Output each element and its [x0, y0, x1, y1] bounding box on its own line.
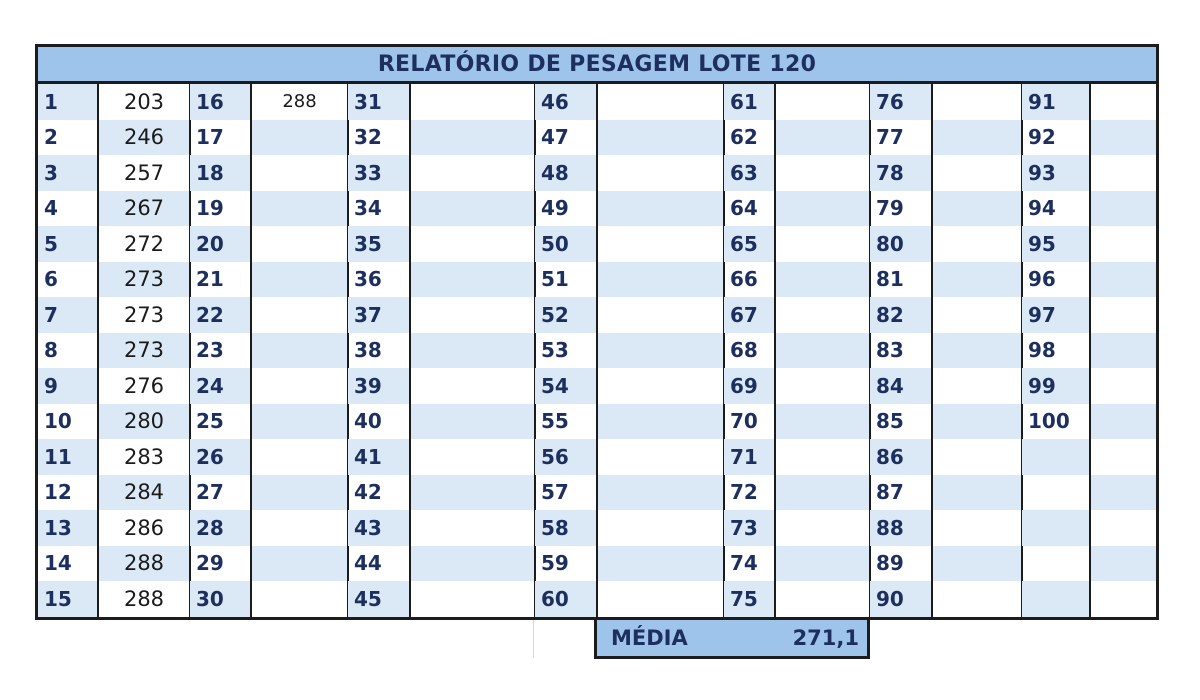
- row-number-cell: 88: [870, 510, 932, 546]
- row-number-cell: 1: [38, 84, 98, 120]
- weight-value-cell[interactable]: [932, 404, 1022, 440]
- row-number-cell: 20: [190, 226, 251, 262]
- row-number-cell: 48: [535, 155, 597, 191]
- row-number-cell: 7: [38, 297, 98, 333]
- weight-value-cell[interactable]: [251, 475, 348, 511]
- row-number-cell: 96: [1028, 267, 1056, 292]
- weight-value-cell[interactable]: [775, 297, 870, 333]
- weight-value-cell[interactable]: [775, 84, 870, 120]
- row-number-cell: 14: [44, 551, 72, 576]
- row-number-cell: 10: [44, 409, 72, 434]
- row-number-cell: 67: [724, 297, 775, 333]
- weight-value-cell[interactable]: [1090, 120, 1156, 156]
- weight-value-cell[interactable]: [597, 191, 724, 227]
- weight-value-cell[interactable]: 276: [123, 373, 165, 398]
- row-number-cell: 15: [38, 581, 98, 617]
- row-number-cell: 42: [354, 480, 382, 505]
- row-number-cell: 31: [348, 84, 410, 120]
- row-number-cell: 91: [1022, 84, 1090, 120]
- row-number-cell: 69: [724, 368, 775, 404]
- row-number-cell: 17: [196, 125, 224, 150]
- row-number-cell: 97: [1022, 297, 1090, 333]
- row-number-cell: 73: [724, 510, 775, 546]
- weight-value-cell[interactable]: [251, 439, 348, 475]
- weight-value-cell[interactable]: [932, 226, 1022, 262]
- weight-value-cell[interactable]: [775, 581, 870, 617]
- weight-value-cell[interactable]: 288: [123, 586, 165, 611]
- row-number-cell: 38: [354, 338, 382, 363]
- weight-value-cell[interactable]: [597, 546, 724, 582]
- row-number-cell: 8: [44, 338, 58, 363]
- weight-value-cell[interactable]: 246: [98, 120, 190, 156]
- row-number-cell: 6: [44, 267, 58, 292]
- weight-value-cell[interactable]: [775, 120, 870, 156]
- row-number-cell: 71: [724, 439, 775, 475]
- row-number-cell: 95: [1022, 226, 1090, 262]
- weight-value-cell[interactable]: [775, 262, 870, 298]
- weight-value-cell[interactable]: [597, 439, 724, 475]
- row-number-cell: 13: [38, 510, 98, 546]
- row-number-cell: 21: [196, 267, 224, 292]
- weight-value-cell[interactable]: [932, 155, 1022, 191]
- weight-value-cell[interactable]: [932, 475, 1022, 511]
- weight-value-cell[interactable]: [251, 510, 348, 546]
- weight-value-cell[interactable]: [1090, 155, 1156, 191]
- weight-value-cell[interactable]: 267: [98, 191, 190, 227]
- weight-value-cell[interactable]: [1090, 191, 1156, 227]
- row-number-cell: 78: [870, 155, 932, 191]
- weight-value-cell[interactable]: [597, 510, 724, 546]
- column-divider: [97, 84, 99, 617]
- weight-value-cell[interactable]: [410, 226, 535, 262]
- weight-value-cell[interactable]: [1090, 297, 1156, 333]
- row-number-cell: 90: [870, 581, 932, 617]
- row-number-cell: 86: [870, 439, 932, 475]
- column-divider: [774, 84, 776, 617]
- row-number-cell: 27: [196, 480, 224, 505]
- row-number-cell: 45: [348, 581, 410, 617]
- row-number-cell: [1022, 475, 1090, 511]
- row-number-cell: 98: [1028, 338, 1056, 363]
- weight-value-cell[interactable]: [251, 191, 348, 227]
- weight-value-cell[interactable]: [932, 297, 1022, 333]
- row-number-cell: 100: [1028, 409, 1070, 434]
- row-number-cell: 74: [730, 551, 758, 576]
- row-number-cell: [1022, 581, 1090, 617]
- weight-value-cell[interactable]: [410, 475, 535, 511]
- weight-value-cell[interactable]: [1090, 226, 1156, 262]
- column-divider: [1089, 84, 1091, 617]
- weight-value-cell[interactable]: [410, 404, 535, 440]
- row-number-cell: 34: [354, 196, 382, 221]
- weight-value-cell[interactable]: [932, 84, 1022, 120]
- row-number-cell: 62: [730, 125, 758, 150]
- weight-value-cell[interactable]: [1090, 546, 1156, 582]
- column-divider: [596, 84, 598, 617]
- row-number-cell: 66: [730, 267, 758, 292]
- weight-value-cell[interactable]: [1090, 333, 1156, 369]
- weight-value-cell[interactable]: [1090, 84, 1156, 120]
- average-label: MÉDIA: [611, 626, 688, 650]
- row-number-cell: 41: [348, 439, 410, 475]
- row-number-cell: 72: [730, 480, 758, 505]
- weight-value-cell[interactable]: [597, 475, 724, 511]
- row-number-cell: 65: [724, 226, 775, 262]
- weight-value-cell[interactable]: [597, 155, 724, 191]
- weight-value-cell[interactable]: [410, 297, 535, 333]
- weight-value-cell[interactable]: [597, 226, 724, 262]
- row-number-cell: 50: [535, 226, 597, 262]
- weight-value-cell[interactable]: [597, 120, 724, 156]
- weight-value-cell[interactable]: [410, 510, 535, 546]
- row-number-cell: 76: [870, 84, 932, 120]
- weight-value-cell[interactable]: [251, 333, 348, 369]
- row-number-cell: 99: [1022, 368, 1090, 404]
- row-number-cell: 60: [535, 581, 597, 617]
- row-number-cell: 39: [348, 368, 410, 404]
- row-number-cell: 68: [730, 338, 758, 363]
- weight-value-cell[interactable]: [251, 226, 348, 262]
- weight-value-cell[interactable]: [932, 546, 1022, 582]
- weight-value-cell[interactable]: [1090, 475, 1156, 511]
- weight-value-cell[interactable]: [410, 120, 535, 156]
- row-number-cell: 79: [876, 196, 904, 221]
- weight-value-cell[interactable]: 273: [98, 262, 190, 298]
- weight-value-cell[interactable]: [1090, 262, 1156, 298]
- weight-value-cell[interactable]: 280: [98, 404, 190, 440]
- row-number-cell: 23: [196, 338, 224, 363]
- weight-value-cell[interactable]: [410, 439, 535, 475]
- row-number-cell: 43: [348, 510, 410, 546]
- weight-value-cell[interactable]: [775, 546, 870, 582]
- weight-value-cell[interactable]: [251, 262, 348, 298]
- row-number-cell: 87: [876, 480, 904, 505]
- row-number-cell: 26: [190, 439, 251, 475]
- row-number-cell: 16: [190, 84, 251, 120]
- row-number-cell: 80: [870, 226, 932, 262]
- weight-value-cell[interactable]: [932, 581, 1022, 617]
- row-number-cell: 84: [870, 368, 932, 404]
- weight-value-cell[interactable]: [251, 155, 348, 191]
- weight-value-cell[interactable]: [597, 333, 724, 369]
- weight-value-cell[interactable]: [1090, 510, 1156, 546]
- sheet-gridline-stub: [533, 620, 534, 658]
- row-number-cell: 37: [348, 297, 410, 333]
- weight-value-cell[interactable]: [410, 333, 535, 369]
- weight-value-cell[interactable]: [775, 439, 870, 475]
- average-box: [594, 620, 870, 659]
- weight-value-cell[interactable]: [775, 368, 870, 404]
- row-number-cell: 61: [724, 84, 775, 120]
- average-value: 271,1: [792, 626, 859, 650]
- weight-value-cell[interactable]: [932, 191, 1022, 227]
- row-number-cell: 89: [876, 551, 904, 576]
- row-number-cell: 49: [541, 196, 569, 221]
- row-number-cell: 46: [535, 84, 597, 120]
- row-number-cell: 64: [730, 196, 758, 221]
- row-number-cell: 12: [44, 480, 72, 505]
- weight-value-cell[interactable]: [251, 297, 348, 333]
- row-number-cell: 92: [1028, 125, 1056, 150]
- weight-value-cell[interactable]: 283: [123, 444, 165, 469]
- row-number-cell: 11: [38, 439, 98, 475]
- row-number-cell: 22: [190, 297, 251, 333]
- weight-value-cell[interactable]: [775, 404, 870, 440]
- weight-value-cell[interactable]: [932, 262, 1022, 298]
- weight-value-cell[interactable]: [1090, 368, 1156, 404]
- weight-value-cell[interactable]: [410, 368, 535, 404]
- row-number-cell: 81: [876, 267, 904, 292]
- row-number-cell: 25: [196, 409, 224, 434]
- weight-value-cell[interactable]: [410, 546, 535, 582]
- weight-value-cell[interactable]: [775, 155, 870, 191]
- row-number-cell: 29: [196, 551, 224, 576]
- row-number-cell: 28: [190, 510, 251, 546]
- row-number-cell: 70: [730, 409, 758, 434]
- row-number-cell: 18: [190, 155, 251, 191]
- weight-value-cell[interactable]: 288: [98, 546, 190, 582]
- weight-value-cell[interactable]: [1090, 581, 1156, 617]
- row-number-cell: 2: [44, 125, 58, 150]
- weight-value-cell[interactable]: [251, 546, 348, 582]
- row-number-cell: 3: [38, 155, 98, 191]
- row-number-cell: 24: [190, 368, 251, 404]
- row-number-cell: 4: [44, 196, 58, 221]
- row-number-cell: 54: [535, 368, 597, 404]
- weight-value-cell[interactable]: [597, 581, 724, 617]
- weight-value-cell[interactable]: [410, 262, 535, 298]
- weight-value-cell[interactable]: 286: [123, 515, 165, 540]
- weight-value-cell[interactable]: [932, 120, 1022, 156]
- weight-value-cell[interactable]: 284: [98, 475, 190, 511]
- weight-value-cell[interactable]: [1090, 404, 1156, 440]
- row-number-cell: 33: [348, 155, 410, 191]
- weight-value-cell[interactable]: 272: [123, 231, 165, 256]
- weight-value-cell[interactable]: [932, 333, 1022, 369]
- row-number-cell: 57: [541, 480, 569, 505]
- row-number-cell: 59: [541, 551, 569, 576]
- weight-value-cell[interactable]: [410, 191, 535, 227]
- row-number-cell: 56: [535, 439, 597, 475]
- column-divider: [250, 84, 252, 617]
- row-number-cell: 85: [876, 409, 904, 434]
- weight-value-cell[interactable]: [597, 297, 724, 333]
- row-number-cell: 52: [535, 297, 597, 333]
- row-number-cell: [1022, 510, 1090, 546]
- column-divider: [931, 84, 933, 617]
- weight-value-cell[interactable]: [775, 226, 870, 262]
- row-number-cell: 63: [724, 155, 775, 191]
- row-number-cell: 9: [38, 368, 98, 404]
- row-number-cell: 32: [354, 125, 382, 150]
- row-number-cell: 58: [535, 510, 597, 546]
- row-number-cell: 40: [354, 409, 382, 434]
- column-divider: [409, 84, 411, 617]
- row-number-cell: 44: [354, 551, 382, 576]
- row-number-cell: [1022, 546, 1090, 582]
- row-number-cell: 51: [541, 267, 569, 292]
- weight-value-cell[interactable]: [597, 262, 724, 298]
- weight-value-cell[interactable]: [597, 368, 724, 404]
- row-number-cell: 82: [870, 297, 932, 333]
- row-number-cell: 53: [541, 338, 569, 363]
- weight-value-cell[interactable]: 203: [123, 89, 165, 114]
- weight-value-cell[interactable]: [251, 581, 348, 617]
- weight-value-cell[interactable]: [775, 333, 870, 369]
- weight-value-cell[interactable]: 273: [98, 333, 190, 369]
- row-number-cell: 36: [354, 267, 382, 292]
- weighing-report-sheet: [35, 44, 1159, 620]
- weight-value-cell[interactable]: 288: [282, 91, 317, 113]
- weight-value-cell[interactable]: [932, 510, 1022, 546]
- row-number-cell: 30: [190, 581, 251, 617]
- row-number-cell: 55: [541, 409, 569, 434]
- row-number-cell: 35: [348, 226, 410, 262]
- row-number-cell: [1022, 439, 1090, 475]
- weight-value-cell[interactable]: [1090, 439, 1156, 475]
- weight-value-cell[interactable]: 273: [123, 302, 165, 327]
- weight-value-cell[interactable]: [932, 368, 1022, 404]
- weight-value-cell[interactable]: [251, 404, 348, 440]
- row-number-cell: 93: [1022, 155, 1090, 191]
- weight-value-cell[interactable]: [410, 581, 535, 617]
- row-number-cell: 5: [38, 226, 98, 262]
- weights-grid: [38, 84, 1156, 617]
- row-number-cell: 77: [876, 125, 904, 150]
- weight-value-cell[interactable]: 257: [123, 160, 165, 185]
- weight-value-cell[interactable]: [932, 439, 1022, 475]
- weight-value-cell[interactable]: [410, 155, 535, 191]
- weight-value-cell[interactable]: [597, 84, 724, 120]
- weight-value-cell[interactable]: [410, 84, 535, 120]
- weight-value-cell[interactable]: [597, 404, 724, 440]
- row-number-cell: 47: [541, 125, 569, 150]
- row-number-cell: 19: [196, 196, 224, 221]
- weight-value-cell[interactable]: [775, 191, 870, 227]
- report-title: RELATÓRIO DE PESAGEM LOTE 120: [38, 47, 1156, 84]
- row-number-cell: 94: [1028, 196, 1056, 221]
- weight-value-cell[interactable]: [251, 368, 348, 404]
- row-number-cell: 83: [876, 338, 904, 363]
- row-number-cell: 75: [724, 581, 775, 617]
- weight-value-cell[interactable]: [251, 120, 348, 156]
- weight-value-cell[interactable]: [775, 475, 870, 511]
- weight-value-cell[interactable]: [775, 510, 870, 546]
